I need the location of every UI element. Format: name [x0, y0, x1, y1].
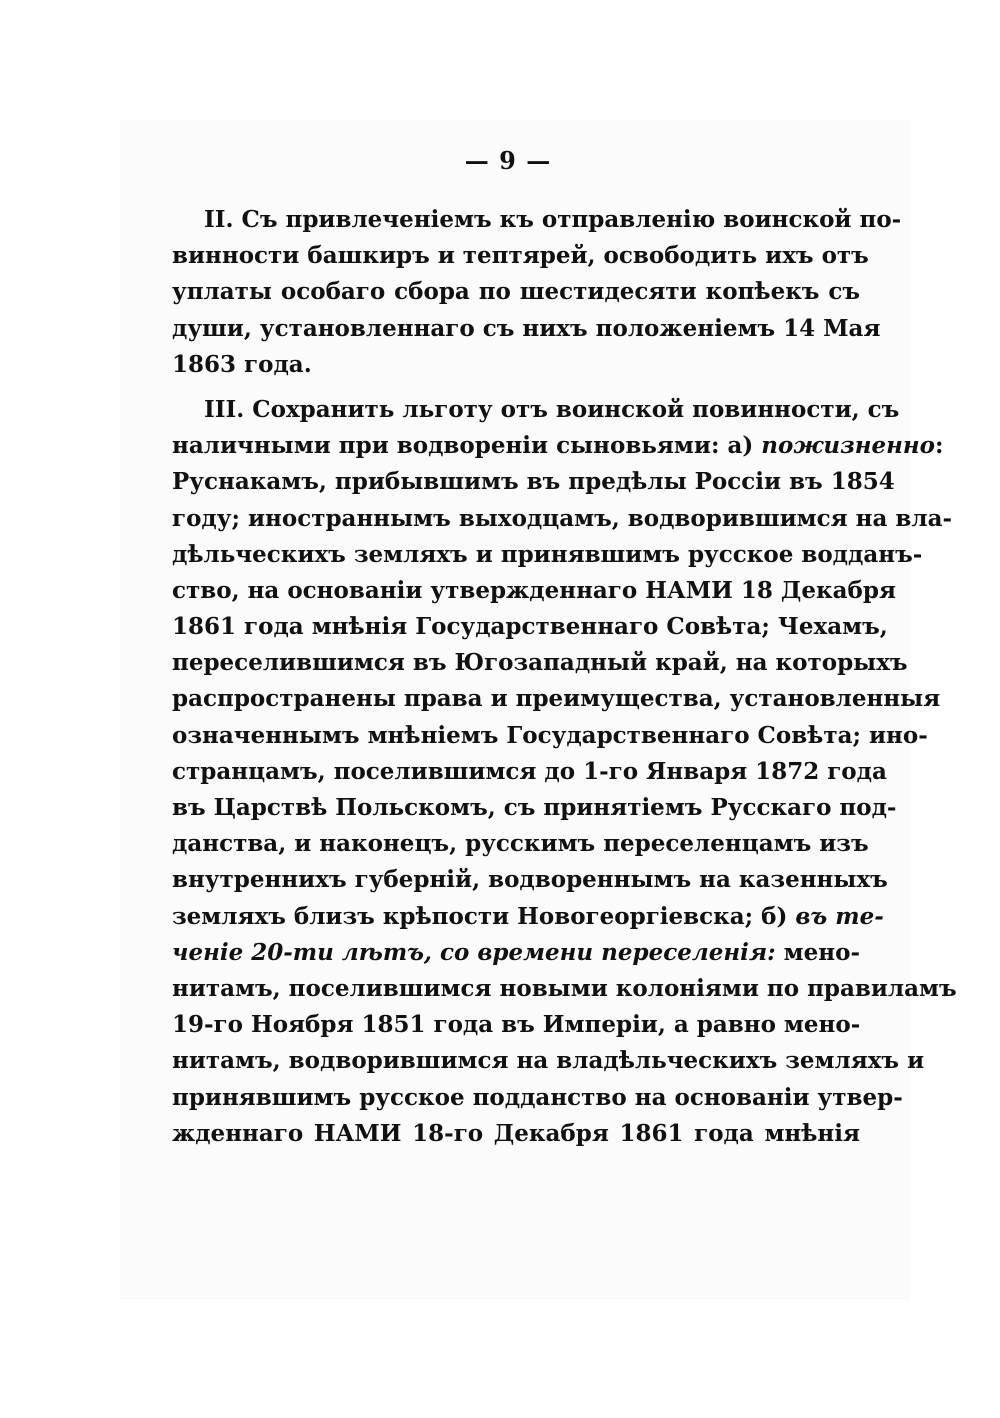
italic-text: въ те- — [795, 902, 884, 930]
paragraph-line: души, установленнаго съ нихъ положеніемъ 14 Мая — [172, 314, 881, 342]
line-text: мено- — [775, 938, 860, 966]
paragraph-line: ство, на основаніи утвержденнаго НАМИ 18 Декабря — [172, 576, 896, 604]
paragraph-line: году; иностраннымъ выходцамъ, водворившимся на вла- — [172, 504, 953, 532]
paragraph-line: нитамъ, водворившимся на владѣльческихъ земляхъ и — [172, 1047, 925, 1075]
line-text: земляхъ близъ крѣпости Новогеоргіевска; б) — [172, 902, 796, 930]
paragraph-line — [172, 935, 860, 971]
paragraph-line: 1861 года мнѣнія Государственнаго Совѣта; Чехамъ, — [172, 613, 888, 641]
paragraph-3 — [172, 392, 957, 1152]
paragraph-line: нитамъ, поселившимся новыми колоніями по правиламъ — [172, 974, 957, 1002]
paragraph-line: внутреннихъ губерній, водвореннымъ на казенныхъ — [172, 866, 888, 894]
italic-text: пожизненно — [761, 432, 936, 460]
paragraph-line: дѣльческихъ земляхъ и принявшимъ русское водданъ- — [172, 540, 923, 568]
paragraph-line: странцамъ, поселившимся до 1-го Января 1872 года — [172, 757, 887, 785]
paragraph-line: 19-го Ноября 1851 года въ Имперіи, а равно мено- — [172, 1011, 861, 1039]
paragraph-line: данства, и наконецъ, русскимъ переселенцамъ изъ — [172, 830, 869, 858]
paragraph-line: переселившимся въ Югозападный край, на которыхъ — [172, 649, 908, 677]
paragraph-line: II. Съ привлеченіемъ къ отправленію воинской по- — [204, 206, 902, 233]
page-number: — 9 — — [464, 146, 552, 175]
paragraph-line: Руснакамъ, прибывшимъ въ предѣлы Россіи въ 1854 — [172, 468, 895, 496]
paragraph-line: уплаты особаго сбора по шестидесяти копѣекъ съ — [172, 278, 860, 306]
line-text: наличными при водвореніи сыновьями: а) — [172, 432, 762, 460]
line-text: : — [935, 432, 944, 460]
paragraph-line: въ Царствѣ Польскомъ, съ принятіемъ Русскаго под- — [172, 794, 897, 821]
paragraph-2 — [172, 202, 902, 383]
paragraph-line: распространены права и преимущества, установленныя — [172, 685, 941, 713]
paragraph-line: означеннымъ мнѣніемъ Государственнаго Совѣта; ино- — [172, 721, 928, 749]
paragraph-line: принявшимъ русское подданство на основаніи утвер- — [172, 1083, 903, 1111]
paragraph-line: жденнаго НАМИ 18-го Декабря 1861 года мнѣнія — [172, 1119, 860, 1147]
paragraph-line: винности башкиръ и тептярей, освободить ихъ отъ — [172, 242, 869, 270]
paragraph-line: III. Сохранить льготу отъ воинской повинности, съ — [204, 395, 900, 423]
italic-text: ченіе 20-ти лѣтъ, со времени переселенія: — [172, 938, 776, 966]
paragraph-line — [172, 428, 944, 464]
paragraph-line — [172, 899, 884, 935]
paragraph-line: 1863 года. — [172, 350, 312, 378]
document-body — [172, 202, 957, 1152]
